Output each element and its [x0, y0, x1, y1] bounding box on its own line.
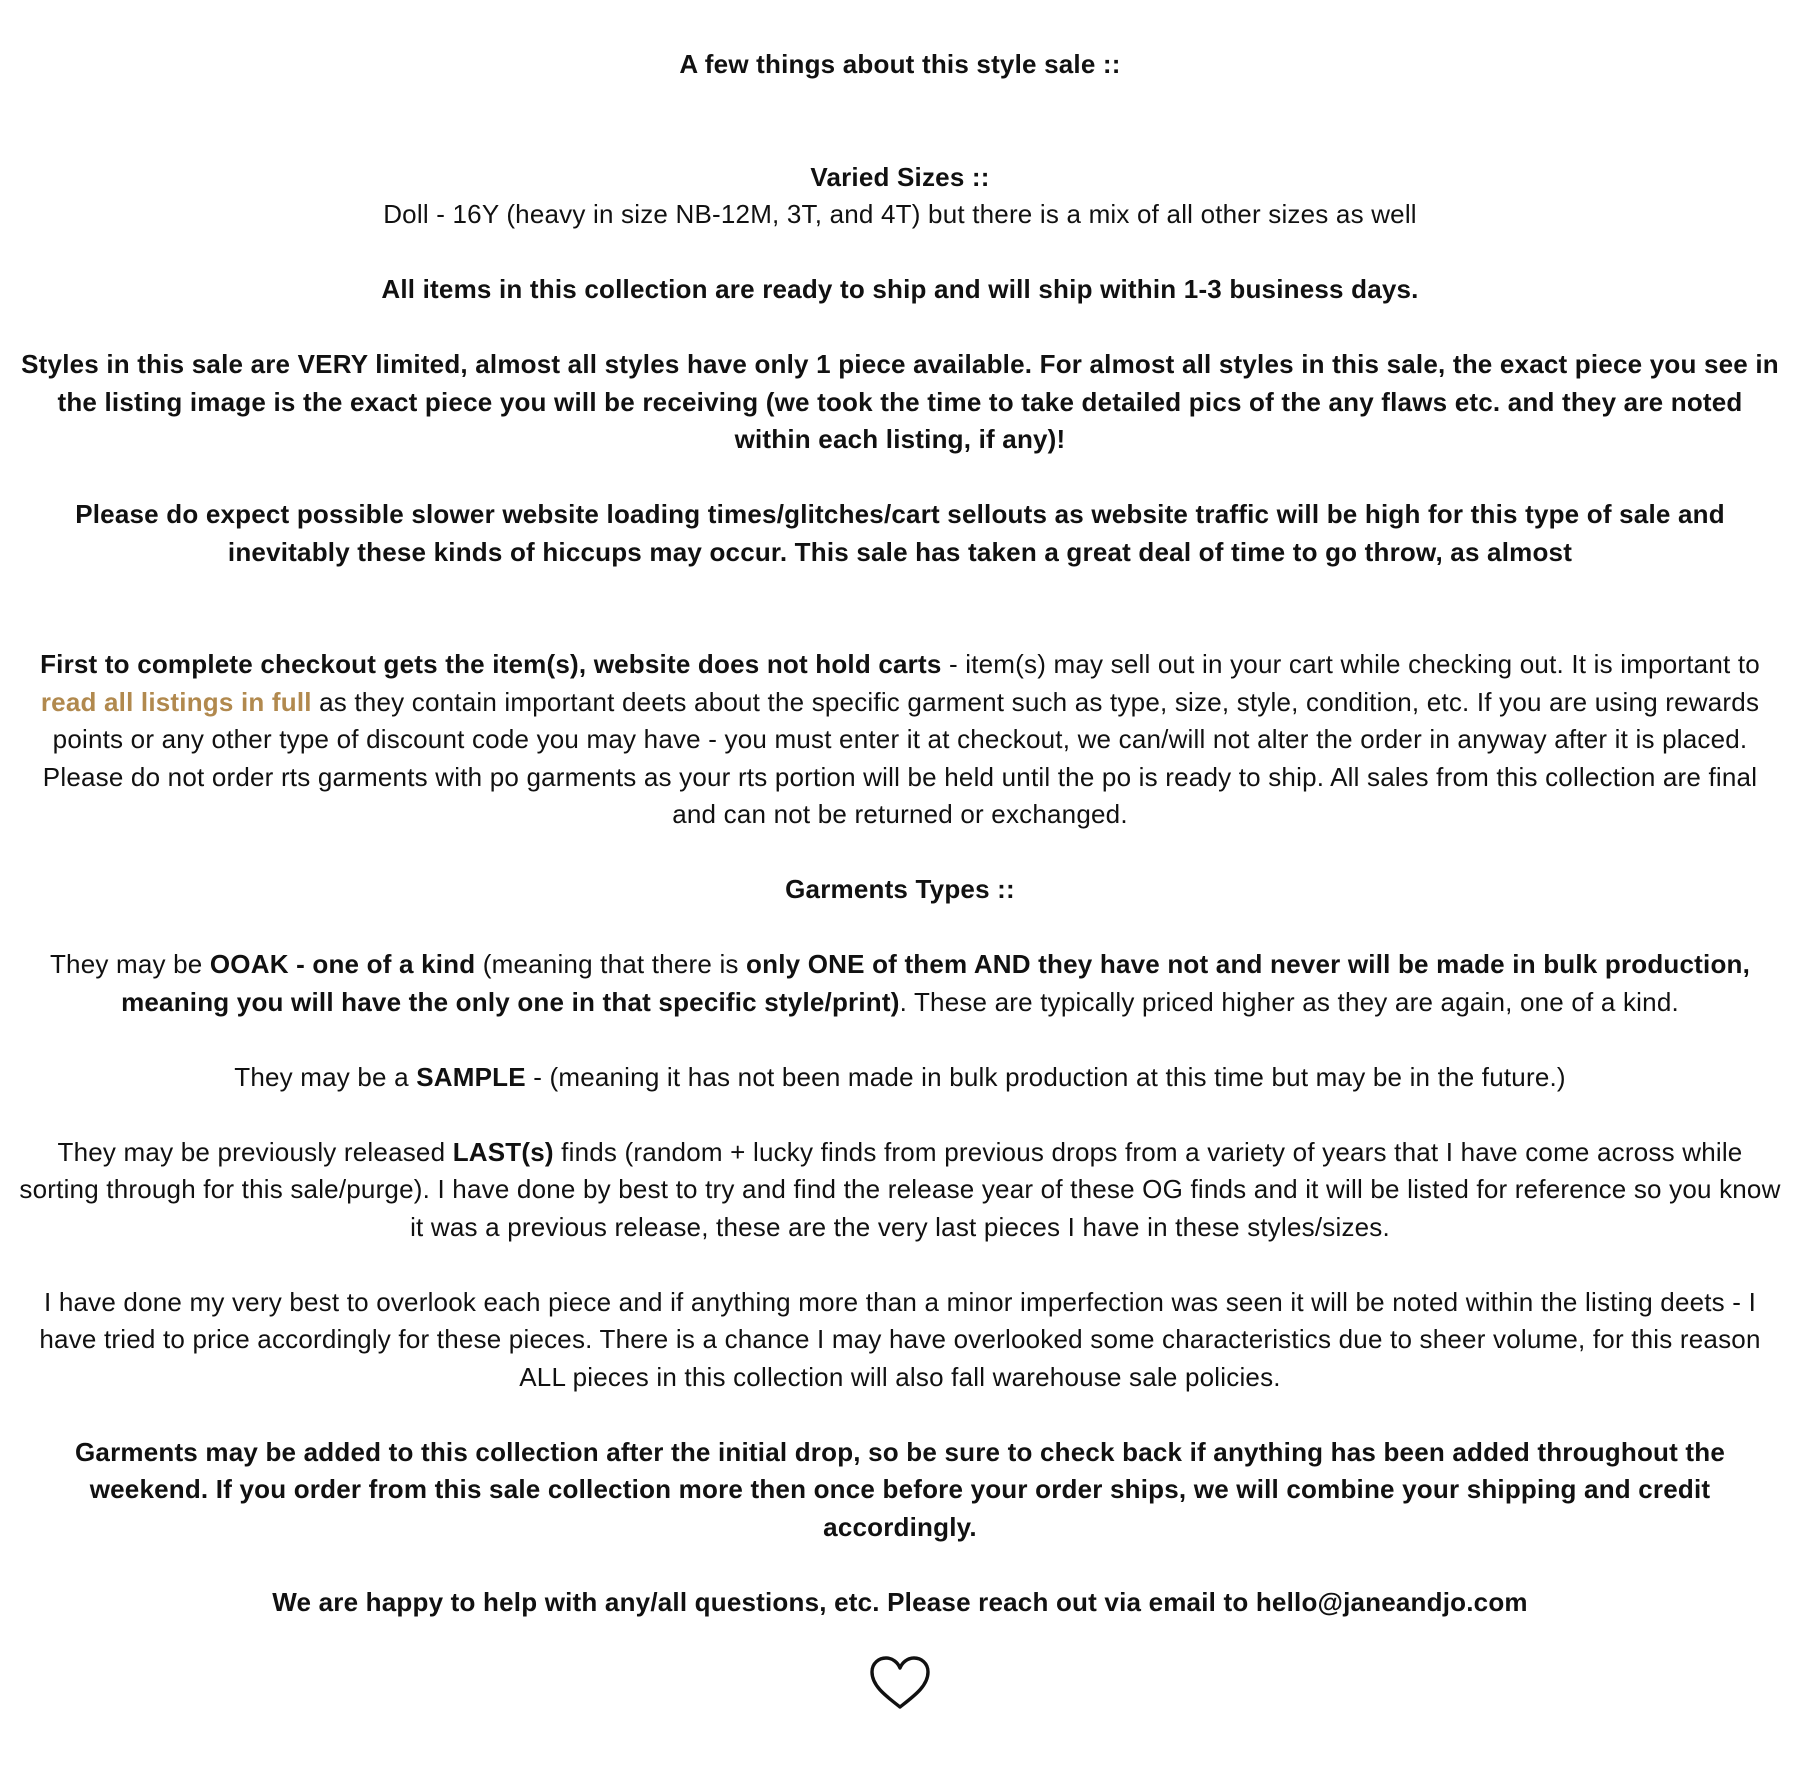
- website-traffic-notice: Please do expect possible slower website loading times/glitches/cart sellouts as website traffic will be high for this type of sale and inevitably these kinds of hiccups may occur. This sale has taken a great deal of time to go throw, as almost: [75, 499, 1725, 567]
- sample-paragraph: [18, 1059, 1782, 1097]
- last-paragraph: [18, 1134, 1782, 1247]
- ready-to-ship-notice: All items in this collection are ready to ship and will ship within 1-3 business days.: [381, 274, 1419, 304]
- spacer: [18, 834, 1782, 872]
- ooak-bold: only ONE of them AND they have not and never will be made in bulk production, meaning you will have the only one in that specific style/print): [121, 949, 1751, 1017]
- spacer: [18, 309, 1782, 347]
- spacer: [18, 234, 1782, 272]
- spacer: [18, 1021, 1782, 1059]
- sample-text: - (meaning it has not been made in bulk production at this time but may be in the future.): [525, 1061, 1566, 1092]
- sizes-heading: Varied Sizes ::: [810, 161, 990, 192]
- last-text: finds (random + lucky finds from previous drops from a variety of years that I have come across while sorting through for this sale/purge). I have done by best to try and find the release year of these OG finds and it will be listed for reference so you know it was a previous release, these are the very last pieces I have in these styles/sizes.: [19, 1136, 1781, 1242]
- heart-icon: [869, 1655, 931, 1711]
- ooak-text: (meaning that there is: [475, 949, 747, 979]
- ooak-bold: OOAK - one of a kind: [209, 949, 476, 979]
- sample-bold: SAMPLE: [416, 1061, 526, 1092]
- spacer: [18, 909, 1782, 947]
- last-text: They may be previously released: [57, 1136, 453, 1167]
- contact-notice: We are happy to help with any/all questions, etc. Please reach out via email to hello@janeandjo.com: [272, 1586, 1528, 1617]
- spacer: [18, 459, 1782, 497]
- read-listings-link[interactable]: read all listings in full: [40, 686, 312, 717]
- ooak-text: . These are typically priced higher as they are again, one of a kind.: [899, 986, 1679, 1017]
- limited-styles-notice: Styles in this sale are VERY limited, almost all styles have only 1 piece available. For almost all styles in this sale, the exact piece you see in the listing image is the exact piece you will be receiving (we took the time to take detailed pics of the any flaws etc. and they are noted within each listing, if any)!: [21, 349, 1779, 454]
- sizes-text: Doll - 16Y (heavy in size NB-12M, 3T, and 4T) but there is a mix of all other sizes as well: [383, 199, 1417, 229]
- sample-text: They may be a: [234, 1061, 417, 1092]
- checkout-notice: [18, 646, 1782, 834]
- spacer: [18, 1246, 1782, 1284]
- checkout-bold-text: First to complete checkout gets the item(s), website does not hold carts: [40, 649, 942, 679]
- overlook-paragraph: I have done my very best to overlook each piece and if anything more than a minor imperfection was seen it will be noted within the listing deets - I have tried to price accordingly for these pieces. There is a chance I may have overlooked some characteristics due to sheer volume, for this reason ALL pieces in this collection will also fall warehouse sale policies.: [39, 1286, 1761, 1392]
- page-title: A few things about this style sale ::: [679, 49, 1121, 79]
- last-bold: LAST(s): [452, 1136, 554, 1167]
- spacer: [18, 1096, 1782, 1134]
- checkout-text: - item(s) may sell out in your cart while checking out. It is important to: [941, 649, 1760, 679]
- spacer: [18, 1546, 1782, 1584]
- added-garments-notice: Garments may be added to this collection after the initial drop, so be sure to check back if anything has been added throughout the weekend. If you order from this sale collection more then once before your order ships, we will combine your shipping and credit accordingly.: [74, 1436, 1726, 1542]
- checkout-text-continued: as they contain important deets about the specific garment such as type, size, style, condition, etc. If you are using rewards points or any other type of discount code you may have - you must enter it at checkout, we can/will not alter the order in anyway after it is placed. Please do not order rts garments with po garments as your rts portion will be held until the po is ready to ship. All sales from this collection are final and can not be returned or exchanged.: [42, 686, 1760, 829]
- spacer: [18, 1396, 1782, 1434]
- spacer: [18, 571, 1782, 646]
- ooak-text: They may be: [49, 949, 210, 979]
- ooak-paragraph: [18, 946, 1782, 1021]
- garment-types-heading: Garments Types ::: [785, 874, 1015, 904]
